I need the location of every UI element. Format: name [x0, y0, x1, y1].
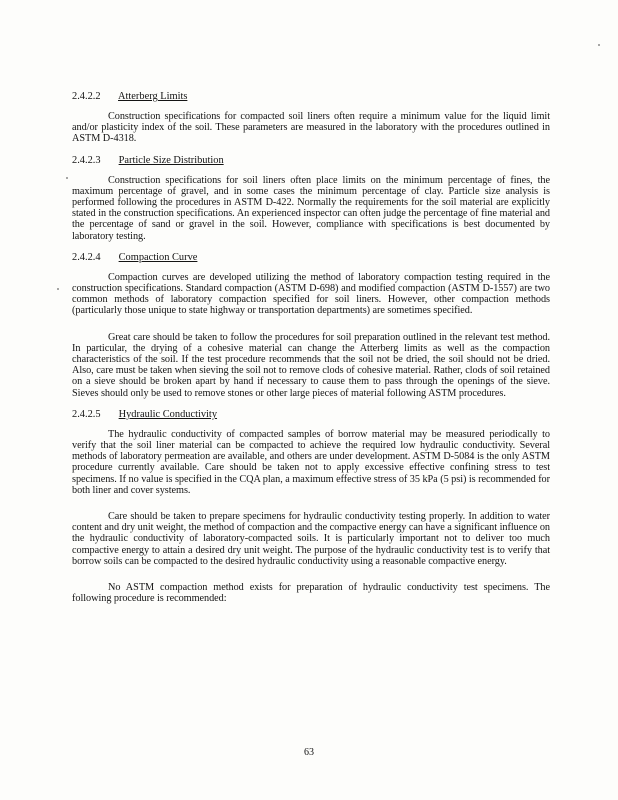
paragraph-compaction-1: Compaction curves are developed utilizing the method of laboratory compaction testing required in the construction specifications. Standard compaction (ASTM D-698) and modified compaction (ASTM D-1557) are two common methods of laboratory compaction specified for soil liners. However, other compaction methods (particularly those unique to state highway or transportation departments) are sometimes specified.: [72, 271, 550, 317]
paragraph-hydraulic-2: Care should be taken to prepare specimens for hydraulic conductivity testing properly. In addition to water content and dry unit weight, the method of compaction and the compactive energy can have a significant influence on the hydraulic conductivity of laboratory-compacted soils. It is particularly important not to deliver too much compactive energy to attain a desired dry unit weight. The purpose of the hydraulic conductivity test is to verify that borrow soils can be compacted to the desired hydraulic conductivity using a reasonable compactive energy.: [72, 511, 550, 567]
section-number: 2.4.2.3: [72, 154, 101, 166]
section-title: Compaction Curve: [118, 251, 198, 263]
section-number: 2.4.2.2: [72, 91, 101, 102]
section-heading-compaction-curve: [72, 251, 550, 264]
paragraph-hydraulic-3: No ASTM compaction method exists for preparation of hydraulic conductivity test specimens. The following procedure is recommended:: [72, 582, 550, 605]
scan-speck: [57, 288, 59, 290]
page-number: 63: [304, 747, 314, 758]
section-number: 2.4.2.4: [72, 251, 101, 263]
section-heading-particle-size-distribution: [72, 154, 550, 167]
section-title: Atterberg Limits: [118, 91, 188, 102]
paragraph-hydraulic-1: The hydraulic conductivity of compacted samples of borrow material may be measured periodically to verify that the soil liner material can be compacted to achieve the required low hydraulic conductivity. Several methods of laboratory permeation are available, and others are under development. ASTM D-5084 is the only ASTM procedure currently available. Care should be taken not to apply excessive effective confining stress to test specimens. If no value is specified in the CQA plan, a maximum effective stress of 35 kPa (5 psi) is recommended for both liner and cover systems.: [72, 428, 550, 496]
page-content: [72, 90, 550, 614]
scan-speck: [66, 177, 68, 179]
paragraph-compaction-2: Great care should be taken to follow the procedures for soil preparation outlined in the relevant test method. In particular, the drying of a cohesive material can change the Atterberg limits as well as the compaction characteristics of the soil. If the test procedure recommends that the soil not be dried, the soil should not be dried. Also, care must be taken when sieving the soil not to remove clods of cohesive material. Rather, clods of soil retained on a sieve should be broken apart by hand if necessary to cause them to pass through the openings of the sieve. Sieves should only be used to remove stones or other large pieces of material following ASTM procedures.: [72, 331, 550, 399]
section-title: Hydraulic Conductivity: [118, 408, 218, 420]
section-title: Particle Size Distribution: [118, 154, 224, 166]
section-number: 2.4.2.5: [72, 408, 101, 420]
section-heading-hydraulic-conductivity: [72, 408, 550, 421]
scan-speck: [598, 44, 600, 46]
paragraph-particle-size: Construction specifications for soil liners often place limits on the minimum percentage of fines, the maximum percentage of gravel, and in some cases the minimum percentage of clay. Particle size analysis is performed following the procedures in ASTM D-422. Normally the requirements for the soil material are explicitly stated in the construction specifications. An experienced inspector can often judge the percentage of fine material and the percentage of sand or gravel in the soil. However, compliance with specifications is best documented by laboratory testing.: [72, 174, 550, 242]
paragraph-atterberg: Construction specifications for compacted soil liners often require a minimum value for the liquid limit and/or plasticity index of the soil. These parameters are measured in the laboratory with the procedures outlined in ASTM D-4318.: [72, 111, 550, 145]
section-heading-atterberg-limits: [72, 90, 550, 103]
